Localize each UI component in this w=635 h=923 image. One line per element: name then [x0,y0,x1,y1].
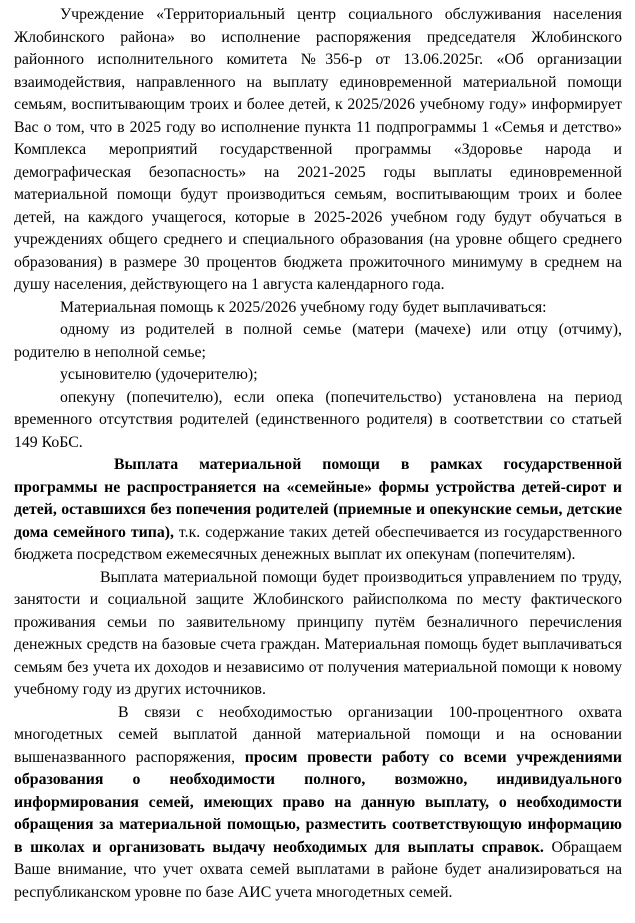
request-end-text: Обращаем Ваше внимание, что учет охвата семей выплатами в районе будет анализироваться на республиканском уровне по базе АИС учета многодетных семей. [14,838,622,901]
paragraph-recipient-parent: одному из родителей в полной семье (матери (мачехе) или отцу (отчиму), родителю в неполной семье; [14,321,622,361]
request-start-text: В связи с необходимостью организации 100-процентного охвата многодетных семей выплатой данной материальной помощи и на основании вышеназванного распоряжения, [14,703,622,766]
paragraph-recipient-guardian: опекуну (попечителю), если опека (попечительство) установлена на период временного отсутствия родителей (единственного родителя) в соответствии со статьей 149 КоБС. [14,388,622,451]
paragraph-recipients-lead: Материальная помощь к 2025/2026 учебному году будет выплачиваться: [60,298,547,316]
paragraph-intro: Учреждение «Территориальный центр социального обслуживания населения Жлобинского района» во исполнение распоряжения председателя Жлобинского районного исполнительного комитета №356-р от 13.06.2025г. «Об организации взаимодействия, направленного на выплату единовременной материальной помощи семьям, воспитывающим троих и более детей, к 2025/2026 учебному году» информирует Вас о том, что в 2025 году во исполнение пункта 11 подпрограммы 1 «Семья и детство» Комплекса мероприятий государственной программы «Здоровье народа и демографическая безопасность» на 2021-2025 годы выплаты единовременной материальной помощи будут производиться семьям, воспитывающим троих и более детей, на каждого учащегося, которые в 2025-2026 учебном году будут обучаться в учреждениях общего среднего и специального образования (на уровне общего среднего образования) в размере 30 процентов бюджета прожиточного минимуму в среднем на душу населения, действующего на 1 августа календарного года. [14,6,622,293]
paragraph-request [14,702,622,905]
exclusion-bold-text: Выплата материальной помощи в рамках государственной программы не распространяется на «семейные» формы устройства детей-сирот и детей, оставшихся без попечения родителей (приемные и опекунские семьи, детские дома семейного типа), [14,456,622,541]
request-bold-text: просим провести работу со всеми учреждениями образования о необходимости полного, возможно, индивидуального информирования семей, имеющих право на данную выплату, о необходимости обращения за материальной помощью, разместить соответствующую информацию в школах и организовать выдачу необходимых для выплаты справок. [14,748,622,856]
paragraph-payment-procedure: Выплата материальной помощи будет производиться управлением по труду, занятости и социальной защите Жлобинского райисполкома по месту фактического проживания семьи по заявительному принципу путём безналичного перечисления денежных средств на базовые счета граждан. Материальная помощь будет выплачиваться семьям без учета их доходов и независимо от получения материальной помощи к новому учебному году из других источников. [14,568,622,698]
exclusion-rest-text: т.к. содержание таких детей обеспечивается из государственного бюджета посредством ежемесячных денежных выплат их опекунам (попечителям). [14,523,622,563]
paragraph-exclusion [14,454,622,567]
paragraph-recipient-adopter: усыновителю (удочерителю); [60,366,258,383]
